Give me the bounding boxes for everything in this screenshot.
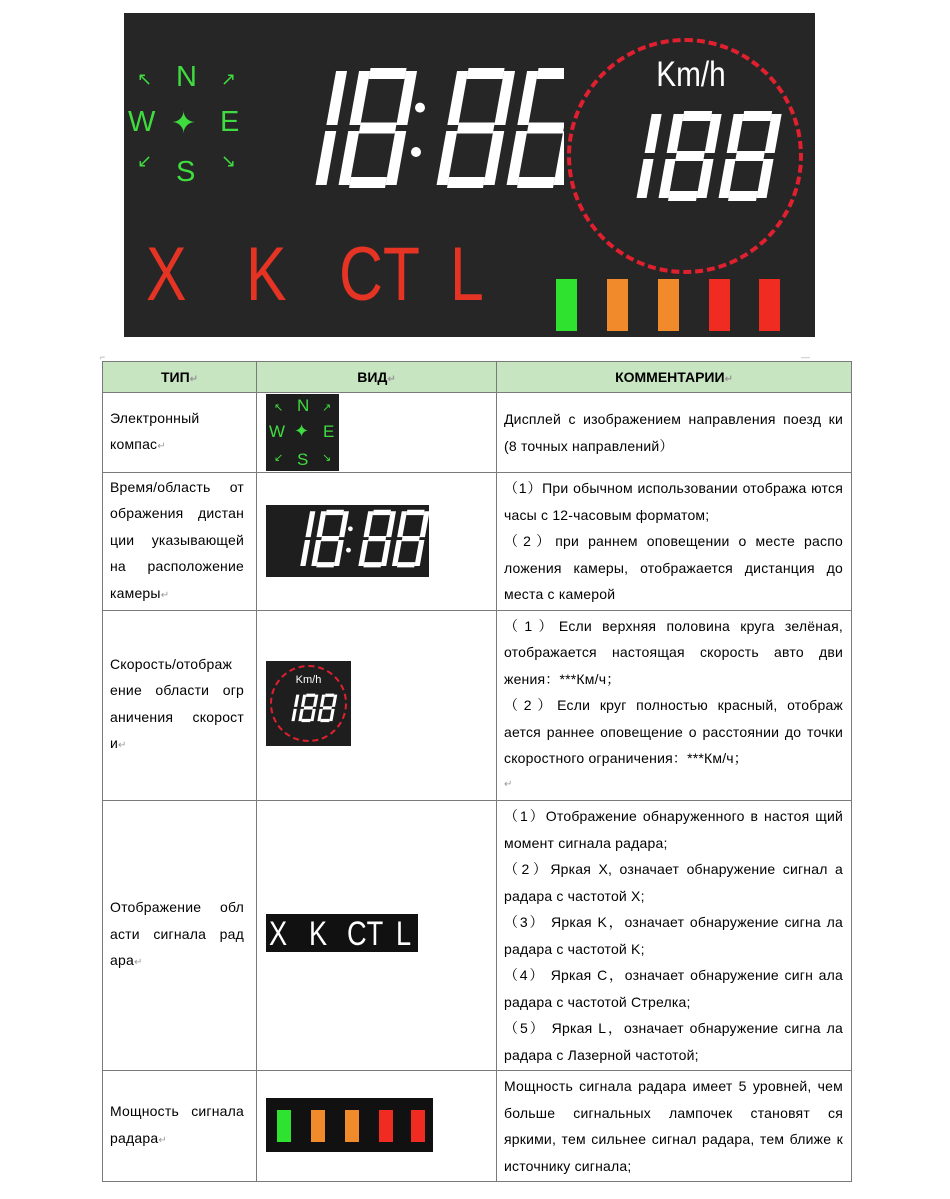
segment <box>554 131 564 185</box>
segment <box>364 511 374 537</box>
arrow-northwest-icon: ↖ <box>137 69 153 90</box>
mini-west: W <box>269 422 286 441</box>
segment <box>323 706 332 709</box>
comment-cell <box>497 801 852 1071</box>
segment <box>637 159 654 198</box>
corner-mark: — <box>801 352 810 362</box>
mini-band-k: K <box>309 915 328 953</box>
segment <box>420 511 429 537</box>
segment <box>339 131 360 185</box>
segment <box>735 151 765 161</box>
clock-digits <box>316 68 564 188</box>
view-cell <box>257 1071 497 1182</box>
compass-center-icon: ✦ <box>294 421 310 442</box>
segment <box>316 131 337 185</box>
type-cell: Скорость/отображ ение области огр аничения скорост и↵ <box>103 610 257 801</box>
band-x-indicator: X <box>146 232 187 317</box>
mini-band-l: L <box>396 915 412 953</box>
view-cell <box>257 393 497 473</box>
comment-line: （5） Яркая L，означает обнаружение сигна ла радара с Лазерной частотой; <box>504 1020 843 1063</box>
band-k-indicator: K <box>246 232 287 317</box>
clock-preview-segments <box>266 505 429 577</box>
segment <box>447 71 468 125</box>
arrow-southeast-icon: ↘ <box>322 451 332 464</box>
comment-line: （1）При обычном использовании отобража ются часы с 12-часовым форматом; <box>504 480 843 523</box>
segment <box>339 511 349 537</box>
mini-speed-unit: Km/h <box>295 673 322 686</box>
arrow-northeast-icon: ↗ <box>221 69 237 90</box>
segment <box>397 562 415 567</box>
arrow-northeast-icon: ↗ <box>322 401 332 414</box>
segment <box>437 131 458 185</box>
speed-digits <box>637 111 782 201</box>
segment <box>517 71 538 125</box>
colon-dot <box>411 147 421 157</box>
header-comments: КОММЕНТАРИИ↵ <box>497 362 852 393</box>
segment <box>507 131 528 185</box>
bands-preview <box>266 914 418 952</box>
arrow-southeast-icon: ↘ <box>221 151 237 172</box>
clock-digits-mini <box>300 510 429 568</box>
table-header-row <box>103 362 852 393</box>
compass-display <box>124 13 254 188</box>
segment <box>311 540 321 566</box>
segment <box>402 536 420 541</box>
arrow-southwest-icon: ↙ <box>137 151 153 172</box>
segment <box>381 540 391 566</box>
segment <box>397 511 407 537</box>
type-cell: Отображение обл асти сигнала рад ара↵ <box>103 801 257 1071</box>
segment <box>320 718 329 721</box>
speed-segment-display <box>594 103 784 213</box>
spec-table <box>102 361 852 1182</box>
segment <box>294 694 299 706</box>
segment <box>320 694 325 706</box>
segment <box>316 511 326 537</box>
segment <box>325 693 334 696</box>
segment <box>369 68 407 79</box>
comment-cell <box>497 610 852 801</box>
signal-preview <box>266 1098 433 1152</box>
segment <box>334 540 344 566</box>
corner-mark: ⌐ <box>100 352 106 362</box>
signal-bar-1 <box>556 279 577 331</box>
comment-cell <box>497 473 852 611</box>
type-cell: Время/область от ображения дистан ции указывающей на расположение камеры↵ <box>103 473 257 611</box>
segment <box>668 191 698 201</box>
mini-signal-bar-2 <box>311 1110 325 1142</box>
arrow-northwest-icon: ↖ <box>274 401 284 414</box>
comment-line: Дисплей с изображением направления поезд ки (8 точных направлений） <box>504 411 843 454</box>
comment-line: （4） Яркая C，означает обнаружение сигн ала радара с частотой Стрелка; <box>504 967 843 1010</box>
colon-dot <box>415 103 425 113</box>
segment <box>386 131 407 185</box>
mini-signal-bar-5 <box>411 1110 425 1142</box>
segment <box>373 510 391 515</box>
hud-display-panel <box>124 13 815 337</box>
header-view: ВИД↵ <box>257 362 497 393</box>
segment <box>300 540 310 566</box>
colon-dot <box>346 548 351 553</box>
mini-signal-bar-4 <box>379 1110 393 1142</box>
mini-north: N <box>297 396 310 415</box>
mini-band-x: X <box>269 915 288 953</box>
speed-digits-mini <box>291 693 337 721</box>
segment <box>349 177 387 188</box>
segment <box>291 708 296 720</box>
compass-west: W <box>128 106 156 138</box>
band-ct-indicator: CT <box>339 232 421 317</box>
segment <box>316 562 334 567</box>
comment-line: （1）Если верхняя половина круга зелёная, отображается настоящая скорость авто дви жения：***Км/ч； <box>504 617 843 687</box>
signal-bar-4 <box>709 279 730 331</box>
segment <box>326 71 347 125</box>
view-cell <box>257 610 497 801</box>
type-cell: Электронный компас↵ <box>103 393 257 473</box>
comment-line: （3） Яркая K，означает обнаружение сигна ла радара с частотой K; <box>504 914 843 957</box>
view-cell <box>257 801 497 1071</box>
comment-cell <box>497 393 852 473</box>
arrow-southwest-icon: ↙ <box>274 451 284 464</box>
compass-east: E <box>220 106 240 138</box>
colon-dot <box>348 526 353 531</box>
segment <box>392 540 402 566</box>
comment-line: （2）Если круг полностью красный, отображ ается раннее оповещение о расстоянии до точки скоростного ограничения：***Км/ч； <box>504 697 843 766</box>
segment <box>727 114 744 153</box>
segment <box>386 511 396 537</box>
table-row <box>103 393 852 473</box>
segment <box>757 159 774 198</box>
segment <box>742 111 772 121</box>
segment <box>358 540 368 566</box>
segment <box>645 114 662 153</box>
segment <box>682 111 712 121</box>
segment <box>447 177 485 188</box>
segment <box>363 562 381 567</box>
segment <box>304 706 313 709</box>
header-type: ТИП↵ <box>103 362 257 393</box>
segment <box>310 708 315 720</box>
type-cell: Мощность сигнала радара↵ <box>103 1071 257 1182</box>
segment <box>329 708 334 720</box>
signal-bar-5 <box>759 279 780 331</box>
mini-band-ct: CT <box>347 915 384 953</box>
segment <box>301 694 306 706</box>
segment <box>494 71 515 125</box>
band-l-indicator: L <box>450 232 484 317</box>
segment <box>306 693 315 696</box>
comment-line: Мощность сигнала радара имеет 5 уровней, чем больше сигнальных лампочек становят ся яркими, тем сильнее сигнал радара, тем ближе к источнику сигнала; <box>504 1078 843 1174</box>
segment <box>414 540 424 566</box>
segment <box>321 536 339 541</box>
table-row <box>103 473 852 611</box>
segment <box>301 718 310 721</box>
table-row <box>103 1071 852 1182</box>
compass-north: N <box>176 61 197 93</box>
view-cell <box>257 473 497 611</box>
comment-line: （2）при раннем оповещении о месте распо ложения камеры, отображается дистанция до места с камерой <box>504 533 843 602</box>
signal-bar-2 <box>607 279 628 331</box>
comment-cell <box>497 1071 852 1182</box>
segment <box>667 114 684 153</box>
segment <box>697 159 714 198</box>
segment <box>326 510 344 515</box>
compass-preview <box>266 394 339 471</box>
segment <box>457 123 495 134</box>
segment <box>349 71 370 125</box>
segment <box>728 191 758 201</box>
compass-south: S <box>176 156 196 188</box>
table-row <box>103 610 852 801</box>
mini-south: S <box>297 450 309 469</box>
segment <box>517 177 555 188</box>
clock-preview <box>266 505 429 577</box>
segment <box>675 151 705 161</box>
segment <box>368 536 386 541</box>
comment-line: （2）Яркая X, означает обнаружение сигнал а радара с частотой X; <box>504 861 843 904</box>
segment <box>396 71 417 125</box>
paragraph-mark: ↵ <box>504 778 513 790</box>
speed-preview <box>266 661 351 746</box>
mini-east: E <box>323 422 335 441</box>
segment <box>467 68 505 79</box>
segment <box>359 123 397 134</box>
clock-segment-display <box>264 58 564 208</box>
segment <box>527 123 564 134</box>
segment <box>484 131 505 185</box>
segment <box>406 510 424 515</box>
segment <box>305 511 315 537</box>
mini-speed-segments <box>278 691 338 726</box>
table-row <box>103 801 852 1071</box>
speed-unit-label: Km/h <box>656 55 726 94</box>
compass-center-icon: ✦ <box>171 106 197 141</box>
signal-bar-3 <box>658 279 679 331</box>
segment <box>537 68 564 79</box>
comment-line: （1）Отображение обнаруженного в настоя щий момент сигнала радара; <box>504 808 843 851</box>
mini-signal-bar-3 <box>345 1110 359 1142</box>
mini-signal-bar-1 <box>277 1110 291 1142</box>
